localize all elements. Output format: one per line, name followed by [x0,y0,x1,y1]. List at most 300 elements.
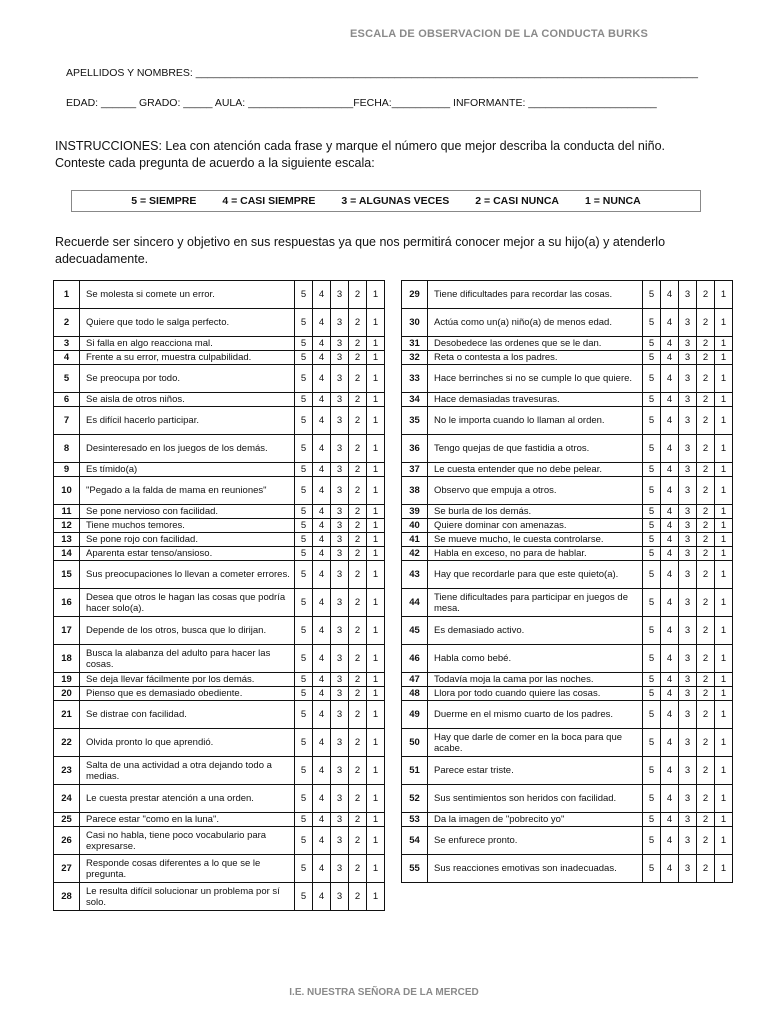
rating-option-2[interactable]: 2 [697,477,715,505]
rating-option-5[interactable]: 5 [643,435,661,463]
rating-option-5[interactable]: 5 [643,729,661,757]
details-field-line[interactable]: EDAD: ______ GRADO: _____ AULA: __________________FECHA:__________ INFORMANTE: ______________________ [66,97,657,109]
rating-option-1[interactable]: 1 [715,645,733,673]
rating-option-2[interactable]: 2 [349,463,367,477]
rating-option-1[interactable]: 1 [367,687,385,701]
rating-option-5[interactable]: 5 [295,729,313,757]
rating-option-1[interactable]: 1 [715,351,733,365]
rating-option-5[interactable]: 5 [295,547,313,561]
question-row [54,827,385,855]
rating-option-2[interactable]: 2 [697,589,715,617]
rating-option-1[interactable]: 1 [715,407,733,435]
rating-option-1[interactable]: 1 [715,435,733,463]
question-row [54,673,385,687]
rating-option-3[interactable]: 3 [331,435,349,463]
rating-option-4[interactable]: 4 [661,463,679,477]
rating-option-5[interactable]: 5 [643,561,661,589]
rating-option-1[interactable]: 1 [715,785,733,813]
rating-option-4[interactable]: 4 [313,701,331,729]
rating-option-5[interactable]: 5 [643,393,661,407]
rating-option-3[interactable]: 3 [331,393,349,407]
rating-option-3[interactable]: 3 [331,645,349,673]
rating-option-4[interactable]: 4 [313,785,331,813]
rating-option-3[interactable]: 3 [331,785,349,813]
rating-option-5[interactable]: 5 [643,351,661,365]
rating-option-5[interactable]: 5 [643,687,661,701]
rating-option-3[interactable]: 3 [331,827,349,855]
rating-option-1[interactable]: 1 [367,407,385,435]
rating-option-4[interactable]: 4 [661,757,679,785]
rating-option-3[interactable]: 3 [331,617,349,645]
rating-option-4[interactable]: 4 [661,309,679,337]
rating-option-4[interactable]: 4 [313,351,331,365]
rating-option-4[interactable]: 4 [661,617,679,645]
rating-option-3[interactable]: 3 [331,407,349,435]
rating-option-2[interactable]: 2 [697,505,715,519]
rating-option-2[interactable]: 2 [349,701,367,729]
rating-option-5[interactable]: 5 [643,701,661,729]
rating-option-2[interactable]: 2 [697,687,715,701]
rating-option-3[interactable]: 3 [679,505,697,519]
rating-option-1[interactable]: 1 [367,351,385,365]
rating-option-2[interactable]: 2 [349,407,367,435]
rating-option-3[interactable]: 3 [679,701,697,729]
rating-option-2[interactable]: 2 [349,351,367,365]
rating-option-2[interactable]: 2 [697,729,715,757]
rating-option-2[interactable]: 2 [697,645,715,673]
rating-option-3[interactable]: 3 [679,827,697,855]
rating-option-5[interactable]: 5 [643,505,661,519]
rating-option-2[interactable]: 2 [349,729,367,757]
rating-option-1[interactable]: 1 [367,547,385,561]
rating-option-2[interactable]: 2 [697,393,715,407]
question-text: Es difícil hacerlo participar. [80,407,295,435]
rating-option-3[interactable]: 3 [331,309,349,337]
rating-option-5[interactable]: 5 [643,813,661,827]
question-text: Se aisla de otros niños. [80,393,295,407]
question-text: Quiere dominar con amenazas. [428,519,643,533]
rating-option-2[interactable]: 2 [349,617,367,645]
rating-option-5[interactable]: 5 [643,309,661,337]
rating-option-4[interactable]: 4 [661,547,679,561]
rating-option-3[interactable]: 3 [679,645,697,673]
rating-option-4[interactable]: 4 [661,687,679,701]
rating-option-2[interactable]: 2 [349,813,367,827]
rating-option-2[interactable]: 2 [697,827,715,855]
rating-option-4[interactable]: 4 [661,701,679,729]
rating-option-5[interactable]: 5 [295,757,313,785]
rating-option-3[interactable]: 3 [679,337,697,351]
rating-option-4[interactable]: 4 [313,505,331,519]
rating-option-2[interactable]: 2 [697,855,715,883]
rating-option-3[interactable]: 3 [331,673,349,687]
rating-option-4[interactable]: 4 [313,827,331,855]
rating-option-2[interactable]: 2 [697,533,715,547]
rating-option-5[interactable]: 5 [643,589,661,617]
rating-option-1[interactable]: 1 [715,701,733,729]
rating-option-3[interactable]: 3 [331,561,349,589]
rating-option-3[interactable]: 3 [679,547,697,561]
rating-option-3[interactable]: 3 [679,435,697,463]
rating-option-3[interactable]: 3 [679,589,697,617]
rating-option-4[interactable]: 4 [661,673,679,687]
rating-option-2[interactable]: 2 [697,547,715,561]
rating-option-4[interactable]: 4 [313,519,331,533]
rating-option-2[interactable]: 2 [349,435,367,463]
rating-option-1[interactable]: 1 [367,519,385,533]
rating-option-2[interactable]: 2 [697,785,715,813]
name-field-line[interactable]: APELLIDOS Y NOMBRES: ______________________________________________________________________________________ [66,67,698,79]
rating-option-5[interactable]: 5 [295,701,313,729]
rating-option-5[interactable]: 5 [295,309,313,337]
rating-option-3[interactable]: 3 [679,309,697,337]
rating-option-5[interactable]: 5 [295,281,313,309]
rating-option-1[interactable]: 1 [367,757,385,785]
rating-option-1[interactable]: 1 [367,589,385,617]
rating-option-3[interactable]: 3 [331,477,349,505]
rating-option-3[interactable]: 3 [331,463,349,477]
rating-option-2[interactable]: 2 [349,337,367,351]
rating-option-1[interactable]: 1 [715,505,733,519]
rating-option-3[interactable]: 3 [331,281,349,309]
rating-option-4[interactable]: 4 [661,393,679,407]
rating-option-3[interactable]: 3 [331,505,349,519]
rating-option-4[interactable]: 4 [313,561,331,589]
rating-option-5[interactable]: 5 [643,547,661,561]
rating-option-5[interactable]: 5 [643,281,661,309]
instructions-line-2: Conteste cada pregunta de acuerdo a la siguiente escala: [55,156,375,170]
rating-option-2[interactable]: 2 [349,855,367,883]
rating-option-5[interactable]: 5 [295,813,313,827]
rating-option-4[interactable]: 4 [313,729,331,757]
rating-option-5[interactable]: 5 [295,533,313,547]
rating-option-3[interactable]: 3 [331,533,349,547]
rating-option-5[interactable]: 5 [295,785,313,813]
rating-option-4[interactable]: 4 [661,477,679,505]
rating-option-1[interactable]: 1 [715,337,733,351]
rating-option-1[interactable]: 1 [367,855,385,883]
question-text: Tengo quejas de que fastidia a otros. [428,435,643,463]
rating-option-3[interactable]: 3 [331,365,349,393]
rating-option-2[interactable]: 2 [697,561,715,589]
rating-option-2[interactable]: 2 [349,393,367,407]
rating-option-1[interactable]: 1 [715,477,733,505]
rating-option-1[interactable]: 1 [367,827,385,855]
rating-option-4[interactable]: 4 [313,757,331,785]
rating-option-4[interactable]: 4 [313,617,331,645]
rating-option-2[interactable]: 2 [349,365,367,393]
question-text: Sus preocupaciones lo llevan a cometer errores. [80,561,295,589]
rating-option-1[interactable]: 1 [367,701,385,729]
rating-option-5[interactable]: 5 [295,561,313,589]
rating-option-1[interactable]: 1 [367,477,385,505]
rating-option-5[interactable]: 5 [643,337,661,351]
rating-option-2[interactable]: 2 [697,365,715,393]
rating-option-5[interactable]: 5 [643,519,661,533]
rating-option-3[interactable]: 3 [331,351,349,365]
rating-option-1[interactable]: 1 [715,589,733,617]
rating-option-2[interactable]: 2 [349,687,367,701]
rating-option-1[interactable]: 1 [715,309,733,337]
rating-option-5[interactable]: 5 [295,477,313,505]
question-row [54,589,385,617]
rating-option-5[interactable]: 5 [643,855,661,883]
rating-option-1[interactable]: 1 [715,729,733,757]
rating-option-2[interactable]: 2 [697,617,715,645]
rating-option-2[interactable]: 2 [697,351,715,365]
rating-option-1[interactable]: 1 [715,813,733,827]
rating-option-5[interactable]: 5 [295,505,313,519]
rating-option-1[interactable]: 1 [367,309,385,337]
rating-option-5[interactable]: 5 [295,673,313,687]
rating-option-4[interactable]: 4 [661,589,679,617]
rating-option-1[interactable]: 1 [367,785,385,813]
question-text: Hace berrinches si no se cumple lo que quiere. [428,365,643,393]
rating-option-4[interactable]: 4 [661,351,679,365]
rating-option-5[interactable]: 5 [295,337,313,351]
rating-option-3[interactable]: 3 [679,687,697,701]
rating-option-4[interactable]: 4 [313,547,331,561]
rating-option-5[interactable]: 5 [295,687,313,701]
rating-option-2[interactable]: 2 [349,589,367,617]
rating-option-5[interactable]: 5 [295,645,313,673]
rating-option-3[interactable]: 3 [679,365,697,393]
rating-option-1[interactable]: 1 [367,337,385,351]
rating-option-5[interactable]: 5 [295,827,313,855]
rating-option-2[interactable]: 2 [697,337,715,351]
rating-option-1[interactable]: 1 [367,561,385,589]
rating-option-5[interactable]: 5 [643,407,661,435]
rating-option-3[interactable]: 3 [679,813,697,827]
rating-option-4[interactable]: 4 [313,645,331,673]
rating-option-4[interactable]: 4 [661,785,679,813]
rating-option-3[interactable]: 3 [679,463,697,477]
rating-option-4[interactable]: 4 [661,407,679,435]
rating-option-1[interactable]: 1 [367,673,385,687]
rating-option-4[interactable]: 4 [313,813,331,827]
question-number: 7 [54,407,80,435]
rating-option-5[interactable]: 5 [295,435,313,463]
rating-option-3[interactable]: 3 [679,729,697,757]
rating-option-5[interactable]: 5 [295,617,313,645]
rating-option-1[interactable]: 1 [367,813,385,827]
rating-option-1[interactable]: 1 [367,729,385,757]
rating-option-1[interactable]: 1 [715,687,733,701]
rating-option-5[interactable]: 5 [643,463,661,477]
rating-option-4[interactable]: 4 [313,855,331,883]
rating-option-4[interactable]: 4 [661,533,679,547]
question-text: Casi no habla, tiene poco vocabulario para expresarse. [80,827,295,855]
rating-option-2[interactable]: 2 [349,477,367,505]
rating-option-4[interactable]: 4 [661,435,679,463]
rating-option-3[interactable]: 3 [331,855,349,883]
rating-option-2[interactable]: 2 [697,407,715,435]
rating-option-1[interactable]: 1 [367,645,385,673]
rating-option-4[interactable]: 4 [661,365,679,393]
question-row [54,407,385,435]
rating-option-3[interactable]: 3 [679,785,697,813]
rating-option-1[interactable]: 1 [715,757,733,785]
rating-option-3[interactable]: 3 [331,813,349,827]
rating-option-2[interactable]: 2 [349,309,367,337]
rating-option-4[interactable]: 4 [661,645,679,673]
rating-option-2[interactable]: 2 [697,757,715,785]
rating-option-3[interactable]: 3 [331,687,349,701]
rating-option-4[interactable]: 4 [313,589,331,617]
rating-option-4[interactable]: 4 [313,365,331,393]
rating-option-2[interactable]: 2 [697,813,715,827]
rating-option-3[interactable]: 3 [679,519,697,533]
rating-option-3[interactable]: 3 [331,729,349,757]
rating-option-2[interactable]: 2 [697,673,715,687]
rating-option-4[interactable]: 4 [313,463,331,477]
rating-option-2[interactable]: 2 [697,519,715,533]
rating-option-4[interactable]: 4 [313,477,331,505]
rating-option-4[interactable]: 4 [661,813,679,827]
rating-option-4[interactable]: 4 [661,337,679,351]
rating-option-1[interactable]: 1 [367,505,385,519]
rating-option-5[interactable]: 5 [643,757,661,785]
rating-option-2[interactable]: 2 [697,435,715,463]
rating-option-1[interactable]: 1 [367,463,385,477]
rating-option-1[interactable]: 1 [715,561,733,589]
rating-option-3[interactable]: 3 [331,519,349,533]
rating-option-3[interactable]: 3 [679,407,697,435]
question-text: Hay que recordarle para que este quieto(a). [428,561,643,589]
rating-option-1[interactable]: 1 [367,883,385,911]
rating-option-5[interactable]: 5 [295,883,313,911]
rating-option-4[interactable]: 4 [313,673,331,687]
rating-option-5[interactable]: 5 [643,617,661,645]
rating-option-5[interactable]: 5 [643,673,661,687]
question-number: 6 [54,393,80,407]
rating-option-1[interactable]: 1 [367,435,385,463]
rating-option-2[interactable]: 2 [697,309,715,337]
rating-option-1[interactable]: 1 [715,463,733,477]
rating-option-1[interactable]: 1 [715,281,733,309]
rating-option-4[interactable]: 4 [661,561,679,589]
rating-option-1[interactable]: 1 [715,533,733,547]
rating-option-2[interactable]: 2 [349,785,367,813]
rating-option-4[interactable]: 4 [661,729,679,757]
rating-option-4[interactable]: 4 [313,281,331,309]
rating-option-1[interactable]: 1 [367,617,385,645]
rating-option-2[interactable]: 2 [697,701,715,729]
rating-option-2[interactable]: 2 [349,883,367,911]
rating-option-3[interactable]: 3 [331,337,349,351]
rating-option-2[interactable]: 2 [349,505,367,519]
rating-option-5[interactable]: 5 [643,785,661,813]
rating-option-3[interactable]: 3 [679,281,697,309]
rating-option-4[interactable]: 4 [313,533,331,547]
rating-option-4[interactable]: 4 [313,687,331,701]
rating-option-2[interactable]: 2 [349,561,367,589]
rating-option-1[interactable]: 1 [367,393,385,407]
rating-option-4[interactable]: 4 [661,519,679,533]
rating-option-2[interactable]: 2 [349,827,367,855]
rating-option-3[interactable]: 3 [679,757,697,785]
rating-option-1[interactable]: 1 [367,533,385,547]
rating-option-2[interactable]: 2 [349,519,367,533]
rating-option-1[interactable]: 1 [715,827,733,855]
question-text: Parece estar "como en la luna". [80,813,295,827]
rating-option-4[interactable]: 4 [661,505,679,519]
rating-option-3[interactable]: 3 [679,855,697,883]
rating-option-3[interactable]: 3 [679,533,697,547]
rating-option-3[interactable]: 3 [679,351,697,365]
rating-option-3[interactable]: 3 [679,673,697,687]
rating-option-2[interactable]: 2 [349,757,367,785]
rating-option-2[interactable]: 2 [349,547,367,561]
rating-option-5[interactable]: 5 [295,463,313,477]
rating-option-4[interactable]: 4 [661,827,679,855]
rating-option-1[interactable]: 1 [715,365,733,393]
rating-option-5[interactable]: 5 [643,365,661,393]
rating-option-4[interactable]: 4 [661,281,679,309]
rating-option-5[interactable]: 5 [643,827,661,855]
rating-option-3[interactable]: 3 [331,701,349,729]
rating-option-5[interactable]: 5 [295,351,313,365]
rating-option-2[interactable]: 2 [349,645,367,673]
rating-option-1[interactable]: 1 [367,281,385,309]
rating-option-1[interactable]: 1 [715,519,733,533]
scale-4: 4 = CASI SIEMPRE [222,195,316,207]
rating-option-2[interactable]: 2 [697,281,715,309]
rating-option-5[interactable]: 5 [643,477,661,505]
rating-option-3[interactable]: 3 [331,547,349,561]
rating-option-2[interactable]: 2 [697,463,715,477]
rating-option-2[interactable]: 2 [349,673,367,687]
rating-option-3[interactable]: 3 [679,393,697,407]
rating-option-1[interactable]: 1 [715,617,733,645]
rating-option-4[interactable]: 4 [313,407,331,435]
question-row [402,281,733,309]
rating-option-4[interactable]: 4 [313,883,331,911]
question-number: 16 [54,589,80,617]
rating-option-3[interactable]: 3 [331,883,349,911]
rating-option-4[interactable]: 4 [313,309,331,337]
rating-option-2[interactable]: 2 [349,281,367,309]
rating-option-5[interactable]: 5 [295,519,313,533]
rating-option-5[interactable]: 5 [643,645,661,673]
rating-option-1[interactable]: 1 [715,547,733,561]
rating-option-3[interactable]: 3 [331,589,349,617]
rating-option-3[interactable]: 3 [679,617,697,645]
rating-option-1[interactable]: 1 [715,673,733,687]
reminder-line-2: adecuadamente. [55,252,149,266]
rating-option-3[interactable]: 3 [679,477,697,505]
rating-option-4[interactable]: 4 [313,337,331,351]
rating-option-4[interactable]: 4 [313,393,331,407]
rating-option-5[interactable]: 5 [295,589,313,617]
rating-option-1[interactable]: 1 [367,365,385,393]
question-text: Es demasiado activo. [428,617,643,645]
rating-option-5[interactable]: 5 [295,393,313,407]
rating-option-2[interactable]: 2 [349,533,367,547]
rating-option-4[interactable]: 4 [661,855,679,883]
rating-option-5[interactable]: 5 [643,533,661,547]
rating-option-5[interactable]: 5 [295,407,313,435]
question-text: Pienso que es demasiado obediente. [80,687,295,701]
rating-option-4[interactable]: 4 [313,435,331,463]
rating-option-5[interactable]: 5 [295,365,313,393]
question-row [402,407,733,435]
rating-option-3[interactable]: 3 [679,561,697,589]
rating-option-3[interactable]: 3 [331,757,349,785]
rating-option-1[interactable]: 1 [715,855,733,883]
rating-option-5[interactable]: 5 [295,855,313,883]
rating-option-1[interactable]: 1 [715,393,733,407]
